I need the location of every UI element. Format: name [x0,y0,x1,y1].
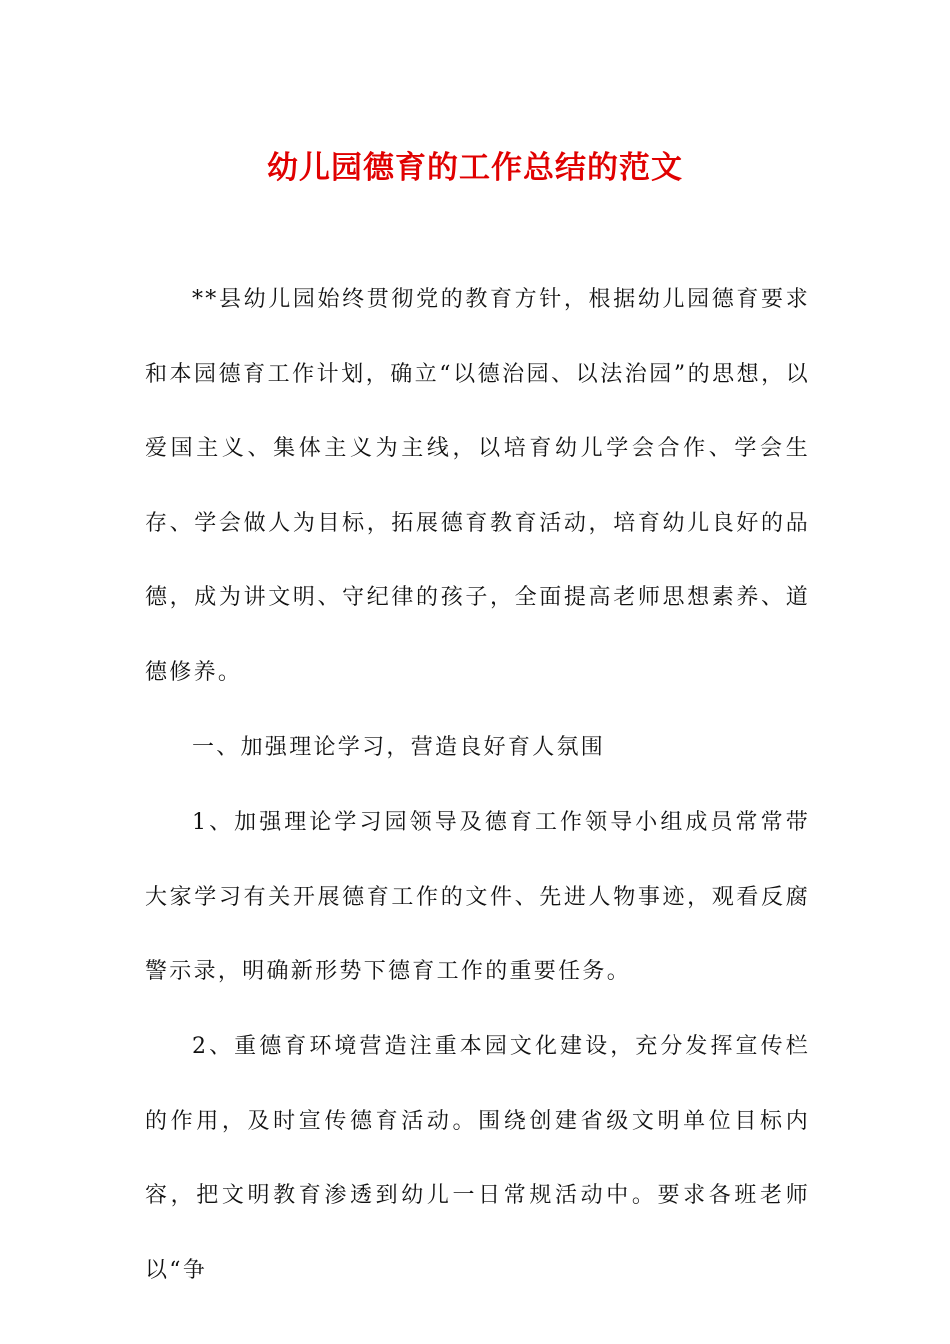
section-heading: 一、加强理论学习，营造良好育人氛围 [192,735,606,760]
intro-paragraph: **县幼儿园始终贯彻党的教育方针，根据幼儿园德育要求和本园德育工作计划，确立“以德治园、以法治园”的思想，以爱国主义、集体主义为主线，以培育幼儿学会合作、学会生存、学会做人为目标，拓展德育教育活动，培育幼儿良好的品德，成为讲文明、守纪律的孩子，全面提高老师思想素养、道德修养。 [145,287,810,685]
list-item-paragraph: 2、重德育环境营造注重本园文化建设，充分发挥宣传栏的作用，及时宣传德育活动。围绕创建省级文明单位目标内容，把文明教育渗透到幼儿一日常规活动中。要求各班老师以“争 [145,1034,810,1283]
document-title: 幼儿园德育的工作总结的范文 [267,150,683,186]
list-item-paragraph: 1、加强理论学习园领导及德育工作领导小组成员常常带大家学习有关开展德育工作的文件、先进人物事迹，观看反腐警示录，明确新形势下德育工作的重要任务。 [145,810,810,985]
